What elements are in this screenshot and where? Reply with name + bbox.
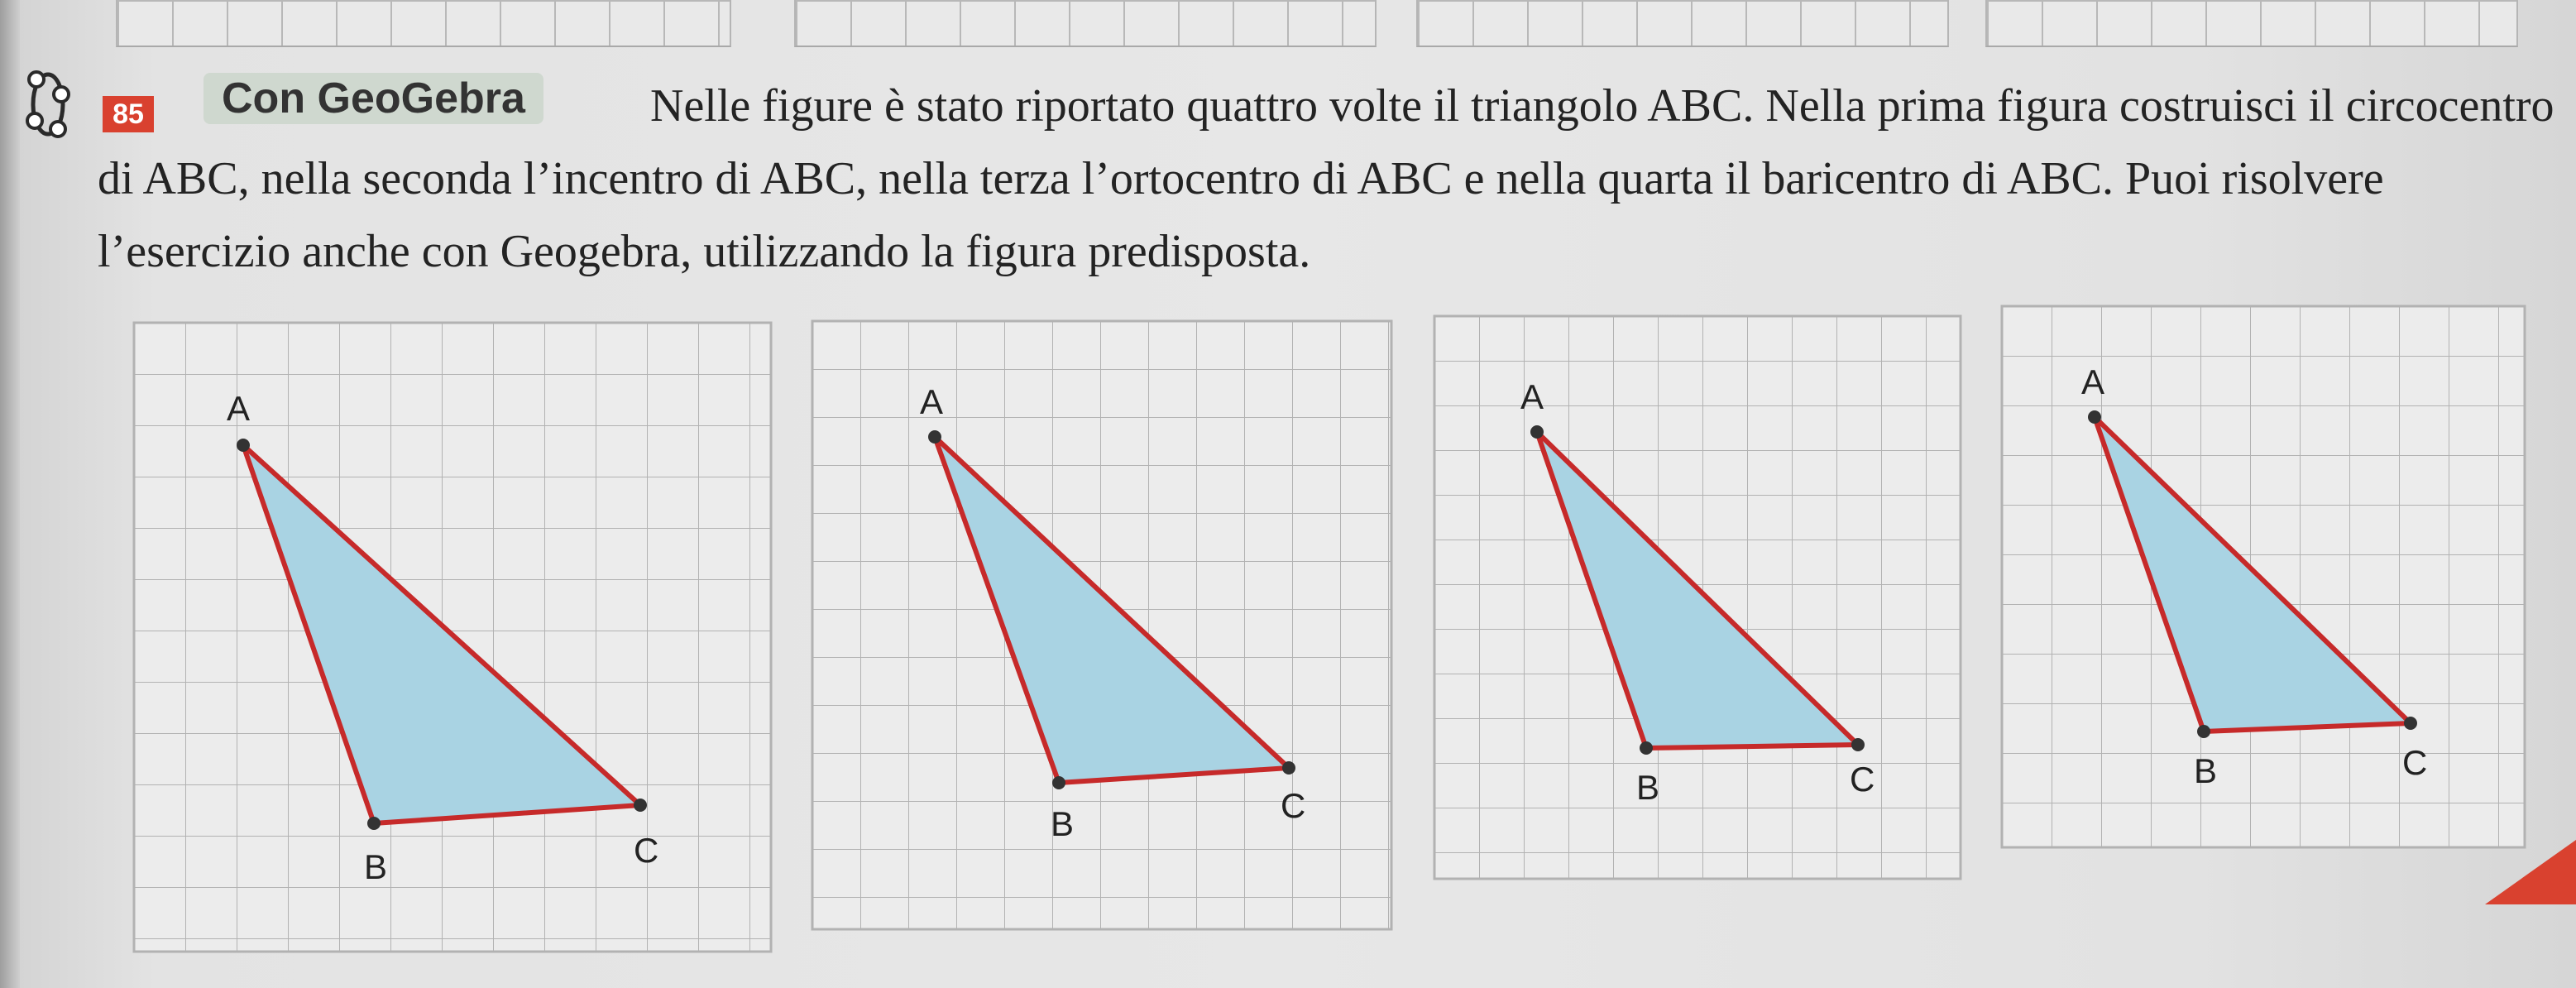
vertex-b	[1052, 776, 1065, 789]
triangle-figure-centroid[interactable]	[2002, 306, 2525, 847]
previous-exercise-grid	[794, 0, 1377, 47]
book-spine-shadow	[0, 0, 20, 988]
exercise-number: 85	[103, 96, 154, 132]
exercise-text: Nelle figure è stato riportato quattro volte il triangolo ABC. Nella prima figura costruisci il circocentro di ABC, nella seconda l’incentro di ABC, nella terza l’ortocentro di ABC e nella quarta il baricentro di ABC. Puoi risolvere l’esercizio anche con Geogebra, utilizzando la figura predisposta.	[98, 80, 2554, 277]
label-b: B	[1051, 804, 1075, 843]
geogebra-icon	[25, 65, 71, 148]
triangle-figure-incenter[interactable]	[812, 321, 1391, 929]
vertex-a	[2088, 410, 2101, 424]
label-b: B	[1636, 768, 1660, 807]
previous-exercise-grid	[116, 0, 731, 47]
label-b: B	[364, 847, 388, 886]
previous-exercise-grid	[1985, 0, 2518, 47]
vertex-c	[2404, 717, 2417, 730]
label-c: C	[1281, 786, 1306, 825]
label-a: A	[227, 389, 251, 428]
vertex-c	[634, 799, 647, 812]
triangle-figure-orthocenter[interactable]	[1434, 316, 1961, 879]
label-c: C	[634, 831, 659, 870]
side-bc	[1646, 745, 1858, 748]
vertex-b	[2197, 725, 2210, 738]
vertex-b	[1640, 741, 1653, 755]
label-c: C	[2402, 743, 2428, 782]
vertex-c	[1282, 761, 1295, 775]
triangle-figure-circumcenter[interactable]	[134, 323, 771, 952]
vertex-c	[1851, 738, 1865, 751]
vertex-a	[928, 430, 941, 444]
vertex-a	[237, 439, 250, 452]
label-a: A	[1520, 377, 1544, 416]
vertex-b	[367, 817, 381, 830]
previous-exercise-grid	[1416, 0, 1949, 47]
label-b: B	[2194, 751, 2218, 790]
label-a: A	[2081, 362, 2105, 401]
geogebra-badge: Con GeoGebra	[203, 73, 543, 124]
label-c: C	[1850, 760, 1875, 799]
page-corner-marker	[2485, 840, 2576, 904]
vertex-a	[1530, 425, 1544, 439]
label-a: A	[920, 382, 944, 421]
